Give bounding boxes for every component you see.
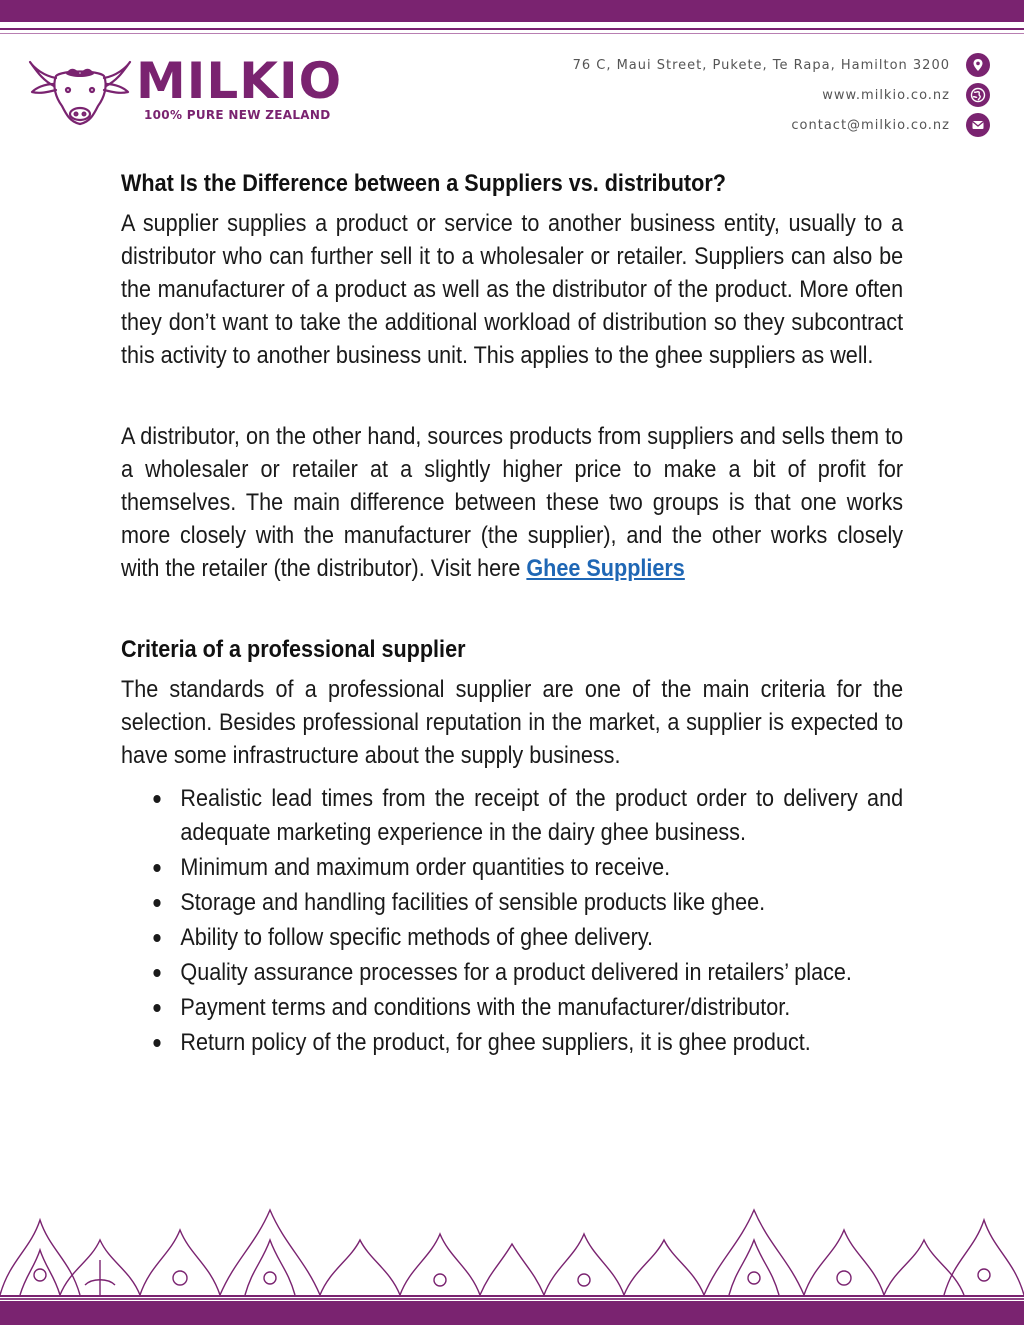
bottom-color-band: [0, 1301, 1024, 1325]
website-row: [430, 80, 990, 110]
list-item: Ability to follow specific methods of ghee delivery.: [121, 921, 903, 955]
list-item: Minimum and maximum order quantities to receive.: [121, 851, 903, 885]
globe-icon: [966, 83, 990, 107]
website-text[interactable]: www.milkio.co.nz: [822, 87, 950, 103]
list-item: Return policy of the product, for ghee suppliers, it is ghee product.: [121, 1026, 903, 1060]
floral-border-decoration: [0, 1190, 1024, 1300]
brand-tagline: 100% PURE NEW ZEALAND: [144, 108, 331, 122]
bottom-rule: [0, 1295, 1024, 1297]
list-item: Payment terms and conditions with the manufacturer/distributor.: [121, 991, 903, 1025]
list-item: Realistic lead times from the receipt of the product order to delivery and adequate marketing experience in the dairy ghee business.: [121, 782, 903, 850]
paragraph-distributor-text: A distributor, on the other hand, sources products from suppliers and sells them to a wholesaler or retailer at a slightly higher price to make a bit of profit for themselves. The main difference between these two groups is that one works more closely with the manufacturer (the supplier), and the other works closely with the retailer (the distributor). Visit here: [121, 423, 904, 582]
list-item: Storage and handling facilities of sensible products like ghee.: [121, 886, 903, 920]
contact-block: [430, 50, 990, 140]
top-rule-thin: [0, 33, 1024, 34]
address-text: 76 C, Maui Street, Pukete, Te Rapa, Hamilton 3200: [572, 57, 950, 73]
paragraph-distributor: [121, 420, 903, 585]
email-row: [430, 110, 990, 140]
section-heading-difference: What Is the Difference between a Suppliers vs. distributor?: [121, 170, 726, 197]
location-pin-icon: [966, 53, 990, 77]
criteria-list: [121, 782, 903, 1060]
brand-logo: [26, 52, 346, 130]
paragraph-supplier: A supplier supplies a product or service to another business entity, usually to a distributor who can further sell it to a wholesaler or retailer. Suppliers can also be the manufacturer of a product as well as the distributor of the product. More often they don’t want to take the additional workload of distribution so they subcontract this activity to another business unit. This applies to the ghee suppliers as well.: [121, 210, 904, 369]
envelope-icon: [966, 113, 990, 137]
section-heading-criteria: Criteria of a professional supplier: [121, 636, 466, 663]
cow-head-icon: [26, 58, 134, 128]
email-text[interactable]: contact@milkio.co.nz: [791, 117, 950, 133]
paragraph-criteria-intro: The standards of a professional supplier are one of the main criteria for the selection. Besides professional reputation in the market, a supplier is expected to have some infrastructure about the supply business.: [121, 676, 904, 769]
list-item: Quality assurance processes for a product delivered in retailers’ place.: [121, 956, 903, 990]
address-row: [430, 50, 990, 80]
document-body: [121, 165, 903, 1061]
top-color-band: [0, 0, 1024, 22]
brand-name: MILKIO: [136, 52, 343, 110]
top-rule: [0, 28, 1024, 30]
ghee-suppliers-link[interactable]: Ghee Suppliers: [526, 555, 685, 582]
